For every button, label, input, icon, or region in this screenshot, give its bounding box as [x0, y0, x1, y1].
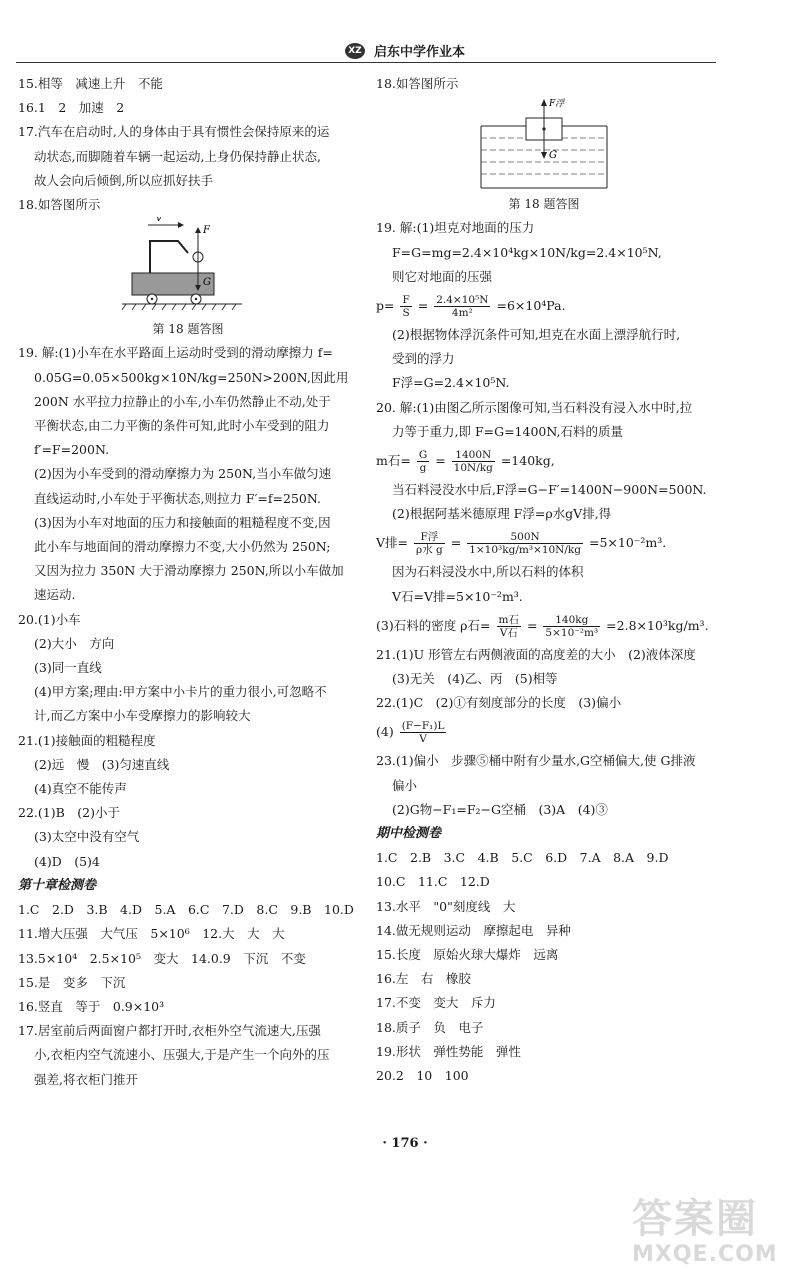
answer-19-line-3: 200N 水平拉力拉静止的小车,小车仍然静止不动,处于	[34, 393, 331, 409]
left-figure-caption: 第 18 题答图	[152, 322, 224, 337]
answer-20r-line-8: V石=V排=5×10⁻²m³.	[392, 588, 523, 604]
chapter10-line-6: 17.居室前后两面窗户都打开时,衣柜外空气流速大,压强	[18, 1023, 321, 1039]
answer-20r-line-7: 因为石料浸没水中,所以石料的体积	[392, 564, 584, 580]
midterm-line-8: 18.质子 负 电子	[376, 1019, 484, 1035]
answer-19-line-10: 又因为拉力 350N 大于滑动摩擦力 250N,所以小车做加	[34, 563, 344, 579]
answer-17-line-2: 动状态,而脚随着车辆一起运动,上身仍保持静止状态,	[34, 148, 321, 164]
pressure-frac-1-num: F	[402, 294, 410, 307]
volume-frac-2-den: 1×10³kg/m³×10N/kg	[469, 544, 581, 557]
right-column	[376, 72, 712, 1088]
answer-15: 15.相等 减速上升 不能	[18, 76, 163, 91]
midterm-line-6: 16.左 右 橡胶	[376, 971, 471, 987]
weight-arrowhead	[541, 152, 547, 159]
buoyancy-diagram	[479, 96, 609, 192]
answer-19-line-8: (3)因为小车对地面的压力和接触面的粗糙程度不变,因	[34, 514, 331, 530]
chapter10-line-2: 11.增大压强 大气压 5×10⁶ 12.大 大 大	[18, 926, 285, 942]
mass-frac-2-num: 1400N	[452, 449, 495, 462]
pressure-frac-2-den: 4m²	[451, 307, 473, 320]
answer-22r-line-2	[376, 715, 712, 749]
mass-frac-1-num: G	[418, 449, 428, 462]
density-eq-lhs: (3)石料的密度 ρ石=	[376, 617, 491, 633]
pressure-frac-1	[400, 294, 411, 319]
answer-22r-line-1: 22.(1)C (2)①有刻度部分的长度 (3)偏小	[376, 695, 622, 711]
answer-21-line-2: (2)远 慢 (3)匀速直线	[34, 756, 170, 772]
answer-20-line-3: (3)同一直线	[34, 660, 102, 676]
answer-22-line-2: (3)太空中没有空气	[34, 829, 140, 845]
midterm-line-2: 10.C 11.C 12.D	[376, 874, 490, 890]
cart-axle-right	[195, 298, 197, 300]
answer-19r-line-3: 则它对地面的压强	[392, 268, 493, 284]
answer-18: 18.如答图所示	[18, 197, 101, 213]
density-frac-2-den: 5×10⁻²m³	[545, 626, 599, 639]
answer-19-line-7: 直线运动时,小车处于平衡状态,则拉力 F′=f=250N.	[34, 490, 321, 506]
answer-19r-line-1: 19. 解:(1)坦克对地面的压力	[376, 220, 535, 236]
cart-axle-left	[151, 298, 153, 300]
midterm-line-9: 19.形状 弹性势能 弹性	[376, 1043, 521, 1059]
volume-frac-2-num: 500N	[467, 531, 583, 544]
volume-eq-equals: =	[450, 535, 462, 551]
velocity-label: v	[156, 217, 162, 225]
answer-22-line-1: 22.(1)B (2)小于	[18, 805, 120, 821]
answer-21-line-1: 21.(1)接触面的粗糙程度	[18, 732, 156, 748]
chapter10-line-5: 16.竖直 等于 0.9×10³	[18, 998, 165, 1014]
velocity-arrowhead	[178, 222, 184, 228]
density-eq-result: =2.8×10³kg/m³.	[606, 617, 709, 633]
answer-19-line-5: f′=F=200N.	[34, 442, 110, 458]
left-column	[18, 72, 358, 1092]
mass-eq-lhs: m石=	[376, 453, 411, 469]
volume-frac-1-num: F浮	[414, 531, 445, 544]
pressure-frac-1-den: S	[402, 307, 410, 320]
ground-hatching	[122, 304, 236, 310]
mass-eq-equals: =	[435, 453, 446, 469]
mass-frac-1-den: g	[419, 462, 427, 475]
pressure-equation	[376, 289, 712, 323]
answer-22r-frac-den: V	[419, 733, 427, 746]
answer-19-line-4: 平衡状态,由二力平衡的条件可知,此时小车受到的阻力	[34, 418, 330, 434]
watermark-title: 答案圈	[632, 1196, 758, 1242]
density-frac-2	[543, 614, 600, 639]
publisher-logo: XZ	[345, 43, 365, 59]
gravity-label: G	[203, 277, 211, 289]
answer-20-line-2: (2)大小 方向	[34, 635, 115, 651]
chapter10-line-4: 15.是 变多 下沉	[18, 974, 126, 990]
density-frac-2-num: 140kg	[543, 614, 600, 627]
answer-21r-line-1: 21.(1)U 形管左右两侧液面的高度差的大小 (2)液体深度	[376, 646, 696, 662]
pressure-frac-2-num: 2.4×10⁵N	[436, 294, 489, 307]
volume-equation	[376, 526, 712, 560]
chapter10-line-7: 小,衣柜内空气流速小、压强大,于是产生一个向外的压	[34, 1047, 330, 1063]
watermark	[632, 1196, 802, 1276]
volume-frac-2	[467, 531, 583, 556]
volume-frac-1	[414, 531, 445, 556]
density-equation	[376, 609, 712, 643]
answer-19r-line-6: 受到的浮力	[392, 351, 455, 367]
pull-force-label: F	[203, 225, 210, 237]
header-rule	[16, 62, 716, 63]
answer-19r-line-5: (2)根据物体浮沉条件可知,坦克在水面上漂浮航行时,	[392, 327, 681, 343]
pressure-eq-result: =6×10⁴Pa.	[496, 298, 566, 314]
density-frac-1	[497, 614, 521, 639]
chapter10-line-8: 强差,将衣柜门推开	[34, 1071, 138, 1087]
midterm-line-7: 17.不变 变大 斥力	[376, 995, 496, 1011]
volume-frac-1-den: ρ水 g	[416, 544, 443, 557]
answer-20r-line-2: 力等于重力,即 F=G=1400N,石料的质量	[392, 423, 623, 439]
watermark-url: MXQE.COM	[632, 1242, 778, 1267]
cart-diagram	[118, 217, 258, 317]
density-frac-1-num: m石	[498, 613, 519, 626]
cart-body	[132, 273, 214, 295]
answer-20-line-4: (4)甲方案;理由:甲方案中小卡片的重力很小,可忽略不	[34, 684, 327, 700]
midterm-line-1: 1.C 2.B 3.C 4.B 5.C 6.D 7.A 8.A 9.D	[376, 850, 669, 866]
cart-handle	[150, 241, 188, 273]
right-figure-caption: 第 18 题答图	[508, 197, 580, 212]
answer-16: 16.1 2 加速 2	[18, 100, 125, 116]
answer-17-line-3: 故人会向后倾倒,所以应抓好扶手	[34, 172, 213, 188]
midterm-line-10: 20.2 10 100	[376, 1068, 469, 1084]
answer-19-line-9: 此小车与地面间的滑动摩擦力不变,大小仍然为 250N;	[34, 539, 331, 555]
answer-21r-line-2: (3)无关 (4)乙、丙 (5)相等	[392, 671, 558, 687]
answer-18-right: 18.如答图所示	[376, 76, 459, 91]
pressure-frac-2	[434, 294, 490, 319]
answer-20-line-1: 20.(1)小车	[18, 611, 81, 627]
answer-20r-line-5: (2)根据阿基米德原理 F浮=ρ水gV排,得	[392, 506, 612, 522]
answer-19-line-1: 19. 解:(1)小车在水平路面上运动时受到的滑动摩擦力 f=	[18, 345, 333, 361]
pressure-eq-lhs: p=	[376, 298, 395, 314]
midterm-line-5: 15.长度 原始火球大爆炸 远离	[376, 947, 559, 963]
answer-23r-line-1: 23.(1)偏小 步骤⑤桶中附有少量水,G空桶偏大,使 G排液	[376, 753, 696, 769]
book-title: 启东中学作业本	[374, 45, 466, 60]
density-eq-equals: =	[526, 617, 538, 633]
mass-equation	[376, 444, 712, 478]
page-number: · 176 ·	[382, 1136, 428, 1151]
answer-22r-frac-num: (F−F₁)L	[401, 720, 445, 733]
mass-eq-result: =140kg,	[500, 453, 555, 469]
answer-17-line-1: 17.汽车在启动时,人的身体由于具有惯性会保持原来的运	[18, 124, 330, 140]
answer-23r-line-3: (2)G物−F₁=F₂−G空桶 (3)A (4)③	[392, 801, 608, 817]
section-title-midterm: 期中检测卷	[376, 826, 442, 842]
buoyant-force-arrowhead	[541, 99, 547, 106]
chapter10-line-1: 1.C 2.D 3.B 4.D 5.A 6.C 7.D 8.C 9.B 10.D	[18, 902, 354, 918]
buoyant-force-label: F浮	[549, 99, 565, 110]
answer-20-line-5: 计,而乙方案中小车受摩擦力的影响较大	[34, 708, 251, 724]
answer-19-line-11: 速运动.	[34, 587, 76, 603]
mass-frac-2	[452, 449, 495, 474]
answer-20r-line-1: 20. 解:(1)由图乙所示图像可知,当石料没有浸入水中时,拉	[376, 399, 693, 415]
answer-21-line-3: (4)真空不能传声	[34, 781, 127, 797]
midterm-line-4: 14.做无规则运动 摩擦起电 异种	[376, 922, 571, 938]
weight-label: G	[549, 150, 557, 162]
answer-19r-line-7: F浮=G=2.4×10⁵N.	[392, 375, 510, 391]
pressure-eq-equals: =	[417, 298, 429, 314]
answer-22r-part4: (4)	[376, 724, 394, 740]
volume-eq-result: =5×10⁻²m³.	[588, 535, 667, 551]
mass-frac-2-den: 10N/kg	[453, 462, 493, 475]
answer-19-line-6: (2)因为小车受到的滑动摩擦力为 250N,当小车做匀速	[34, 466, 332, 482]
answer-20r-line-4: 当石料浸没水中后,F浮=G−F′=1400N−900N=500N.	[392, 482, 707, 498]
midterm-line-3: 13.水平 "0"刻度线 大	[376, 898, 516, 914]
section-title-chapter-10: 第十章检测卷	[18, 877, 97, 893]
answer-19r-line-2: F=G=mg=2.4×10⁴kg×10N/kg=2.4×10⁵N,	[392, 244, 662, 260]
answer-22-line-3: (4)D (5)4	[34, 853, 100, 869]
volume-eq-lhs: V排=	[376, 535, 409, 551]
answer-23r-line-2: 偏小	[392, 777, 418, 793]
pull-force-arrowhead	[195, 227, 201, 233]
mass-frac-1	[417, 449, 429, 474]
answer-22r-frac	[400, 720, 447, 745]
chapter10-line-3: 13.5×10⁴ 2.5×10⁵ 变大 14.0.9 下沉 不变	[18, 950, 306, 966]
density-frac-1-den: V石	[499, 626, 518, 639]
answer-19-line-2: 0.05G=0.05×500kg×10N/kg=250N>200N,因此用	[34, 369, 349, 385]
